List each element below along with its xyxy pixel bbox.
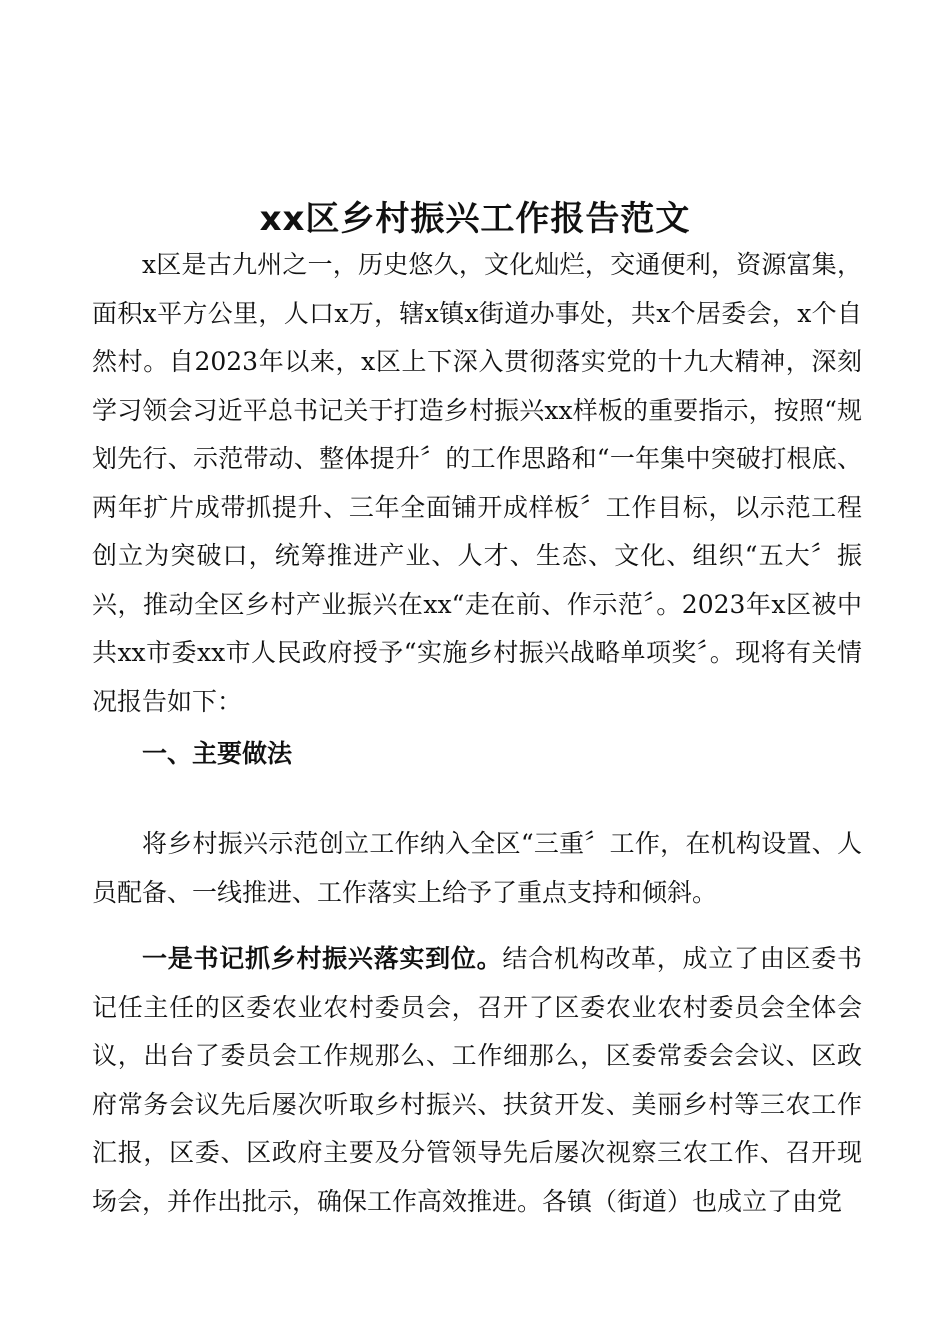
item-body-text: 结合机构改革，成立了由区委书记任主任的区委农业农村委员会，召开了区委农业农村委员会全体会议，出台了委员会工作规那么、工作细那么，区委常委会会议、区政府常务会议先后屡次听取乡村振兴、扶贫开发、美丽乡村等三农工作汇报，区委、区政府主要及分管领导先后屡次视察三农工作、召开现场会，并作出批示，确保工作高效推进。各镇（街道）也成立了由党 — [92, 944, 862, 1216]
item-lead-text: 一是书记抓乡村振兴落实到位。 — [142, 944, 503, 973]
intro-paragraph: x区是古九州之一，历史悠久，文化灿烂，交通便利，资源富集，面积x平方公里，人口x万，辖x镇x街道办事处，共x个居委会，x个自然村。自2023年以来，x区上下深入贯彻落实党的十九大精神，深刻学习领会习近平总书记关于打造乡村振兴xx样板的重要指示，按照“规划先行、示范带动、整体提升〞的工作思路和“一年集中突破打根底、两年扩片成带抓提升、三年全面铺开成样板〞工作目标，以示范工程创立为突破口，统筹推进产业、人才、生态、文化、组织“五大〞振兴，推动全区乡村产业振兴在xx“走在前、作示范〞。2023年x区被中共xx市委xx市人民政府授予“实施乡村振兴战略单项奖〞。现将有关情况报告如下： — [92, 250, 862, 716]
section-heading: 一、主要做法 — [142, 739, 293, 768]
item-paragraph — [92, 935, 862, 1226]
document-title: xx区乡村振兴工作报告范文 — [259, 198, 691, 239]
section-intro-paragraph: 将乡村振兴示范创立工作纳入全区“三重〞工作，在机构设置、人员配备、一线推进、工作落实上给予了重点支持和倾斜。 — [92, 829, 862, 907]
